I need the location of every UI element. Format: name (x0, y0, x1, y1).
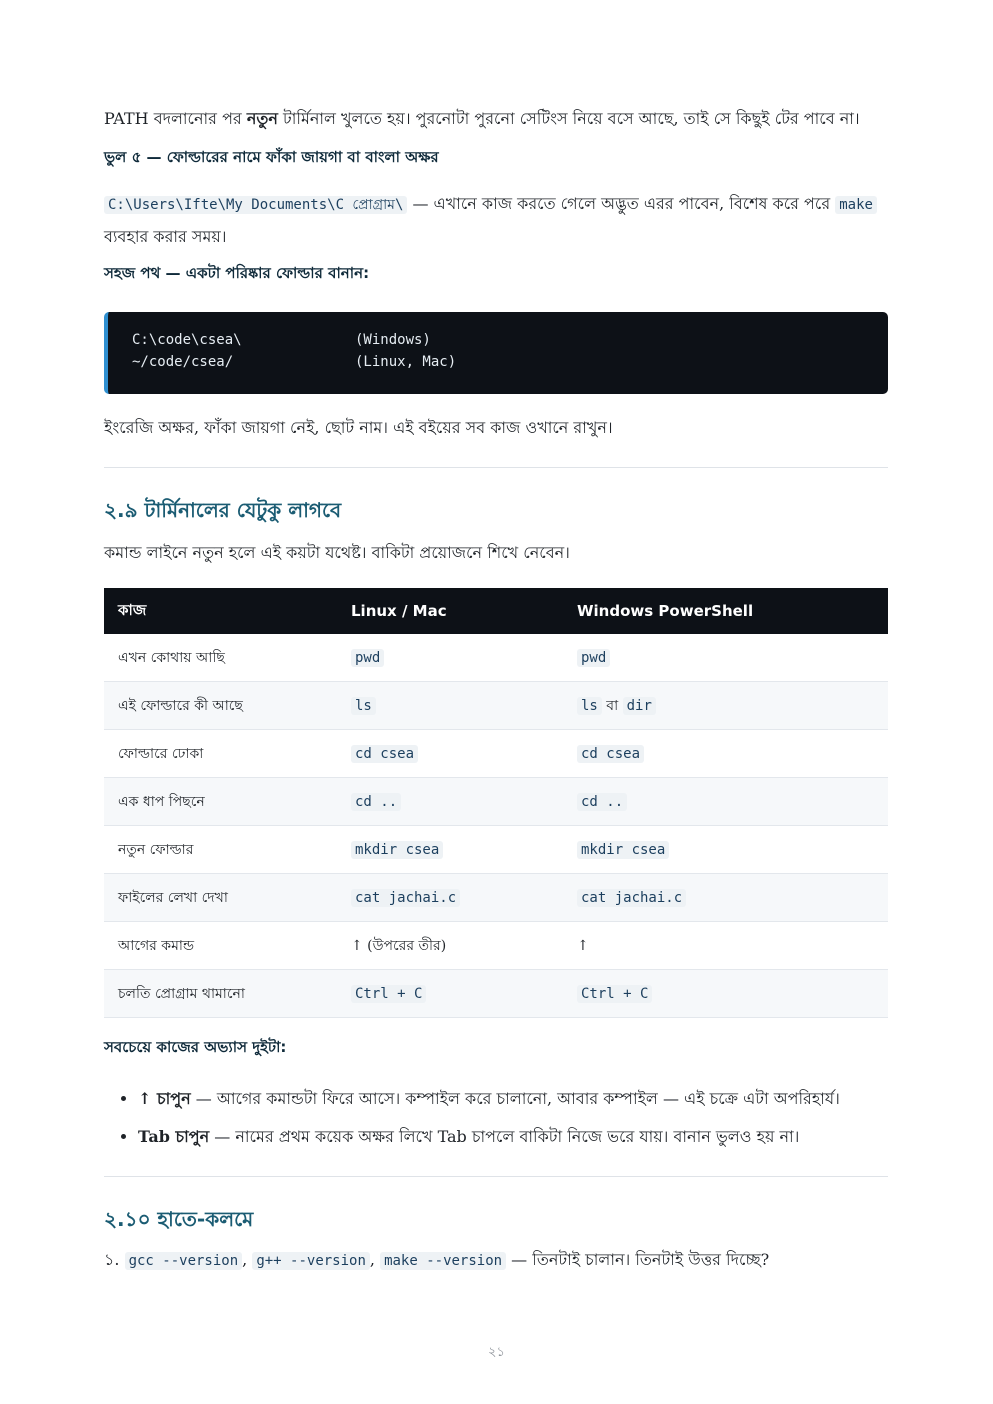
bold-text: নতুন (246, 109, 278, 128)
table-row (104, 730, 888, 778)
inline-code: ls (577, 697, 602, 715)
cell-task: এখন কোথায় আছি (104, 634, 337, 682)
code-line (132, 354, 457, 370)
divider (104, 467, 888, 468)
inline-code: dir (623, 697, 656, 715)
text: PATH বদলানোর পর (104, 109, 247, 128)
inline-code: cd csea (577, 745, 644, 763)
list-item (138, 1080, 888, 1118)
text: , (242, 1250, 253, 1269)
header-windows: Windows PowerShell (563, 588, 888, 634)
table-header-row (104, 588, 888, 634)
para-path-restart (104, 103, 888, 134)
inline-code: mkdir csea (577, 841, 669, 859)
item-number: ১. (104, 1250, 120, 1269)
inline-code: cat jachai.c (351, 889, 460, 907)
habits-heading: সবচেয়ে কাজের অভ্যাস দুইটা: (104, 1038, 287, 1056)
cell-windows (563, 874, 888, 922)
table-row (104, 682, 888, 730)
code-comment: (Linux, Mac) (355, 354, 457, 370)
code-path: ~/code/csea/ (132, 354, 234, 370)
header-linux: Linux / Mac (337, 588, 563, 634)
cell-windows (563, 634, 888, 682)
code-path: C:\code\csea\ (132, 332, 242, 348)
inline-code: gcc --version (125, 1252, 243, 1270)
cell-linux (337, 970, 563, 1018)
para-folder-note: ইংরেজি অক্ষর, ফাঁকা জায়গা নেই, ছোট নাম। এই বইয়ের সব কাজ ওখানে রাখুন। (104, 418, 613, 437)
table-row (104, 874, 888, 922)
inline-code: ls (351, 697, 376, 715)
table-row (104, 778, 888, 826)
inline-code: Ctrl + C (577, 985, 652, 1003)
section-2-10-title: ২.১০ হাতে-কলমে (104, 1207, 254, 1231)
cell-linux (337, 634, 563, 682)
cell-task: ফোল্ডারে ঢোকা (104, 730, 337, 778)
bold-text: ↑ চাপুন (138, 1089, 191, 1108)
text: — আগের কমান্ডটা ফিরে আসে। কম্পাইল করে চালানো, আবার কম্পাইল — এই চক্রে এটা অপরিহার্য। (190, 1089, 840, 1108)
inline-code: Ctrl + C (351, 985, 426, 1003)
text: — তিনটাই চালান। তিনটাই উত্তর দিচ্ছে? (506, 1250, 770, 1269)
code-line (132, 332, 431, 348)
easy-path-heading: সহজ পথ — একটা পরিষ্কার ফোল্ডার বানান: (104, 264, 370, 282)
cell-linux (337, 826, 563, 874)
table-row (104, 634, 888, 682)
cell-windows (563, 826, 888, 874)
inline-code: pwd (577, 649, 610, 667)
inline-code: mkdir csea (351, 841, 443, 859)
inline-code: cd .. (577, 793, 627, 811)
section-2-9-title: ২.৯ টার্মিনালের যেটুকু লাগবে (104, 498, 342, 522)
list-item (138, 1118, 888, 1156)
cell-linux: ↑ (উপরের তীর) (337, 922, 563, 970)
cell-task: আগের কমান্ড (104, 922, 337, 970)
text: টার্মিনাল খুলতে হয়। পুরনোটা পুরনো সেটিংস নিয়ে বসে আছে, তাই সে কিছুই টের পাবে না। (277, 109, 860, 128)
inline-code-path: C:\Users\Ifte\My Documents\C প্রোগ্রাম\ (104, 196, 407, 214)
cell-linux (337, 874, 563, 922)
habits-list (104, 1080, 888, 1156)
code-comment: (Windows) (355, 332, 431, 348)
inline-code: pwd (351, 649, 384, 667)
inline-code: cat jachai.c (577, 889, 686, 907)
code-block (104, 312, 888, 394)
command-table (104, 588, 888, 1018)
cell-linux (337, 682, 563, 730)
text: ব্যবহার করার সময়। (104, 227, 227, 246)
para-mistake-5 (104, 188, 888, 252)
text: — এখানে কাজ করতে গেলে অদ্ভুত এরর পাবেন, বিশেষ করে পরে (407, 194, 836, 213)
divider (104, 1176, 888, 1177)
cell-windows (563, 970, 888, 1018)
table-row (104, 826, 888, 874)
inline-code: g++ --version (252, 1252, 370, 1270)
cell-linux (337, 730, 563, 778)
inline-code: cd csea (351, 745, 418, 763)
cell-task: চলতি প্রোগ্রাম থামানো (104, 970, 337, 1018)
cell-windows (563, 730, 888, 778)
inline-code: make --version (380, 1252, 506, 1270)
bold-text: Tab চাপুন (138, 1127, 210, 1146)
exercise-item-1 (104, 1244, 888, 1277)
table-row (104, 970, 888, 1018)
cell-linux (337, 778, 563, 826)
section-2-9-intro: কমান্ড লাইনে নতুন হলে এই কয়টা যথেষ্ট। বাকিটা প্রয়োজনে শিখে নেবেন। (104, 543, 570, 562)
mistake-5-heading: ভুল ৫ — ফোল্ডারের নামে ফাঁকা জায়গা বা বাংলা অক্ষর (104, 148, 439, 166)
page-number: ২১ (488, 1345, 505, 1360)
cell-windows: ↑ (563, 922, 888, 970)
header-task: কাজ (104, 588, 337, 634)
text: — নামের প্রথম কয়েক অক্ষর লিখে Tab চাপলে বাকিটা নিজে ভরে যায়। বানান ভুলও হয় না। (209, 1127, 800, 1146)
text: বা (601, 697, 623, 714)
cell-task: নতুন ফোল্ডার (104, 826, 337, 874)
table-row (104, 922, 888, 970)
inline-code-make: make (835, 196, 877, 214)
inline-code: cd .. (351, 793, 401, 811)
cell-task: এই ফোল্ডারে কী আছে (104, 682, 337, 730)
text: , (369, 1250, 381, 1269)
cell-windows (563, 778, 888, 826)
cell-windows (563, 682, 888, 730)
cell-task: এক ধাপ পিছনে (104, 778, 337, 826)
cell-task: ফাইলের লেখা দেখা (104, 874, 337, 922)
